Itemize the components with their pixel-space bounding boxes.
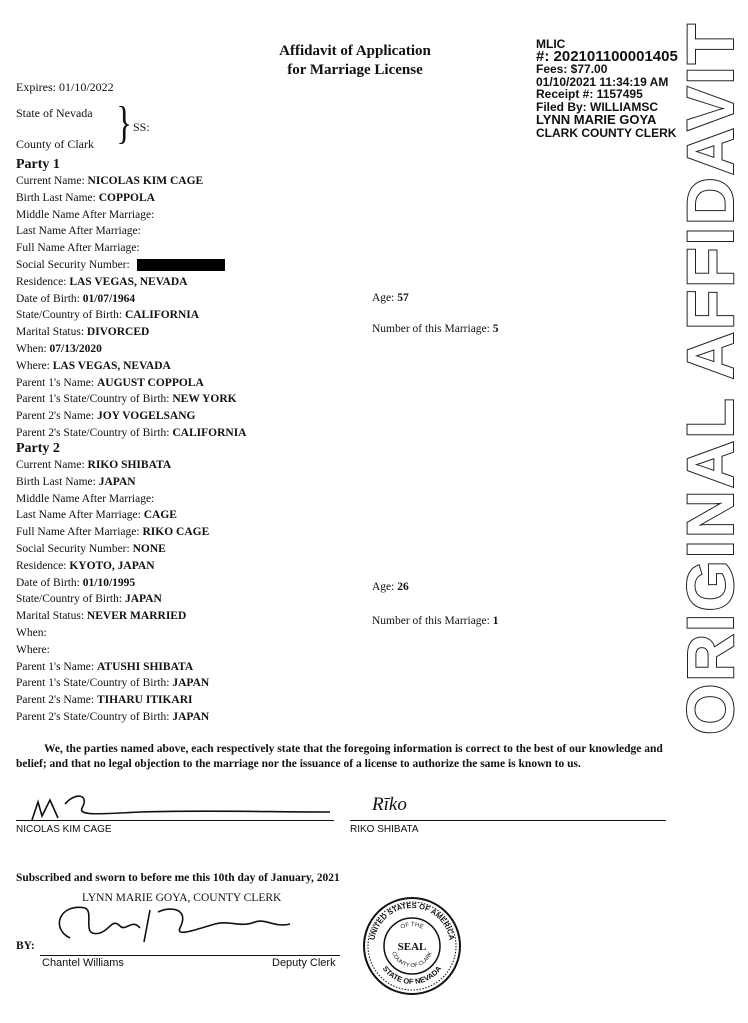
party2-field-row	[16, 659, 193, 676]
party2-field-value: RIKO SHIBATA	[87, 459, 172, 471]
party1-field-value: COPPOLA	[98, 191, 155, 204]
party1-signature-name: NICOLAS KIM CAGE	[16, 824, 112, 835]
party2-field-label: Where:	[16, 643, 50, 656]
party1-field-row	[16, 391, 237, 408]
party1-field-value: LAS VEGAS, NEVADA	[52, 359, 171, 372]
party2-field-label: Parent 1's State/Country of Birth:	[16, 677, 170, 690]
party2-field-row	[16, 692, 193, 709]
party2-field-label: State/Country of Birth:	[16, 593, 123, 606]
party2-field-value: KYOTO, JAPAN	[69, 559, 155, 572]
county-label: County of Clark	[16, 137, 94, 151]
party2-field-value: ATUSHI SHIBATA	[96, 660, 194, 673]
party2-field-value: JAPAN	[172, 677, 210, 690]
clark-county-seal	[362, 896, 462, 996]
party1-age-label: Age:	[372, 292, 395, 304]
party2-field-value: TIHARU ITIKARI	[96, 694, 193, 707]
party1-field-label: Full Name After Marriage:	[16, 242, 140, 255]
party1-age-value: 57	[397, 292, 409, 304]
party1-field-value: NEW YORK	[172, 393, 237, 406]
party1-field-row	[16, 173, 203, 190]
party2-marriage-value: 1	[492, 615, 499, 627]
party2-field-label: Last Name After Marriage:	[16, 509, 141, 522]
party1-field-label: Parent 1's State/Country of Birth:	[16, 393, 170, 406]
deputy-signature-line	[40, 955, 340, 956]
party1-field-row	[16, 257, 225, 274]
party2-field-row	[16, 474, 136, 491]
party1-marriage-number	[372, 323, 498, 335]
party1-field-value: NICOLAS KIM CAGE	[87, 175, 204, 187]
party1-field-label: Parent 2's State/Country of Birth:	[16, 427, 170, 439]
party2-field-row	[16, 625, 47, 642]
brace-symbol: }	[116, 97, 132, 148]
party2-field-row	[16, 507, 177, 524]
party2-field-row	[16, 642, 50, 659]
party1-field-row	[16, 207, 154, 224]
party1-field-value: 01/07/1964	[82, 292, 136, 305]
party2-field-value: JAPAN	[172, 711, 210, 723]
party2-marriage-label: Number of this Marriage:	[372, 615, 490, 627]
party1-field-label: Social Security Number:	[16, 259, 130, 271]
document-title	[250, 42, 460, 80]
party1-field-row	[16, 358, 171, 375]
party1-field-value: 07/13/2020	[49, 343, 102, 355]
party2-field-label: Parent 2's State/Country of Birth:	[16, 711, 170, 723]
party2-age-label: Age:	[372, 581, 395, 593]
party1-field-label: Birth Last Name:	[16, 191, 96, 204]
party1-field-row	[16, 240, 140, 257]
party1-heading: Party 1	[16, 157, 60, 172]
seal-inner-bottom: COUNTY OF CLARK	[390, 950, 434, 970]
party2-field-row	[16, 491, 154, 508]
party1-field-value: CALIFORNIA	[124, 309, 200, 322]
party2-field-value: RIKO CAGE	[142, 526, 210, 539]
stamp-filed-by: Filed By: WILLIAMSC	[536, 99, 658, 114]
stamp-number: #: 202101100001405	[536, 47, 678, 65]
party1-field-row	[16, 408, 195, 425]
ss-label: SS:	[133, 120, 150, 134]
party1-field-value: DIVORCED	[86, 326, 150, 339]
expires-date: Expires: 01/10/2022	[16, 80, 114, 94]
party2-field-row	[16, 541, 166, 558]
party2-field-value: NONE	[132, 543, 166, 555]
party2-marriage-number	[372, 615, 498, 627]
party1-field-value: AUGUST COPPOLA	[96, 376, 204, 389]
party1-field-label: Where:	[16, 359, 50, 372]
party1-field-label: Current Name:	[16, 175, 85, 187]
party2-field-label: Social Security Number:	[16, 543, 130, 555]
party1-field-row	[16, 223, 141, 240]
party1-field-row	[16, 324, 149, 341]
party2-field-row	[16, 575, 135, 592]
party2-field-label: Birth Last Name:	[16, 475, 96, 488]
original-affidavit-stamp: ORIGINAL AFFIDAVIT	[673, 21, 747, 735]
county-clerk-name: LYNN MARIE GOYA, COUNTY CLERK	[82, 892, 282, 904]
party2-field-label: When:	[16, 627, 47, 639]
party1-field-label: Residence:	[16, 275, 67, 288]
stamp-receipt: Receipt #: 1157495	[536, 87, 643, 101]
party1-field-row	[16, 425, 246, 442]
party2-field-value: JAPAN	[98, 475, 136, 488]
party1-field-label: Last Name After Marriage:	[16, 225, 141, 238]
party2-field-row	[16, 457, 171, 474]
party1-field-label: State/Country of Birth:	[16, 309, 123, 322]
party1-field-row	[16, 291, 135, 308]
party1-field-value: LAS VEGAS, NEVADA	[69, 275, 188, 288]
seal-center: SEAL	[397, 941, 427, 953]
by-label: BY:	[16, 940, 35, 952]
filing-stamp	[536, 38, 678, 139]
party1-field-row	[16, 375, 204, 392]
party1-age	[372, 292, 409, 304]
party2-field-label: Parent 1's Name:	[16, 660, 95, 673]
stamp-clerk-name: LYNN MARIE GOYA	[536, 112, 657, 127]
party1-field-value: CALIFORNIA	[172, 427, 247, 439]
party2-field-row	[16, 591, 162, 608]
party2-field-value: JAPAN	[124, 593, 162, 606]
seal-outer-top: UNITED STATES OF AMERICA	[367, 900, 457, 941]
party2-field-row	[16, 675, 209, 692]
party2-age	[372, 581, 409, 593]
deputy-title: Deputy Clerk	[272, 957, 336, 969]
party1-field-row	[16, 274, 187, 291]
party2-field-label: Residence:	[16, 559, 67, 572]
party2-signature-line	[350, 820, 666, 821]
ssn-redaction-bar	[137, 259, 225, 271]
party1-field-label: Middle Name After Marriage:	[16, 208, 155, 221]
party1-field-row	[16, 190, 155, 207]
party1-signature-line	[16, 820, 334, 821]
party2-signature: Rīko	[372, 794, 407, 815]
title-line-2: for Marriage License	[287, 62, 423, 78]
party2-field-label: Full Name After Marriage:	[16, 526, 140, 539]
party2-field-value: CAGE	[143, 509, 177, 522]
party2-field-label: Middle Name After Marriage:	[16, 492, 155, 505]
party1-field-row	[16, 341, 102, 358]
stamp-datetime: 01/10/2021 11:34:19 AM	[536, 74, 669, 89]
party2-field-value: NEVER MARRIED	[86, 610, 187, 623]
party1-field-row	[16, 307, 199, 324]
party2-heading: Party 2	[16, 441, 60, 456]
party2-signature-name: RIKO SHIBATA	[350, 824, 419, 835]
sworn-statement: Subscribed and sworn to before me this 10th day of January, 2021	[16, 872, 340, 884]
deputy-name: Chantel Williams	[42, 957, 124, 969]
deputy-signature	[40, 898, 310, 962]
party2-field-row	[16, 709, 209, 726]
party2-field-row	[16, 558, 155, 575]
stamp-mlic: MLIC	[536, 37, 566, 51]
state-label: State of Nevada	[16, 106, 93, 120]
stamp-clerk-title: CLARK COUNTY CLERK	[536, 125, 677, 140]
party2-field-value: 01/10/1995	[82, 576, 136, 589]
party2-field-row	[16, 608, 186, 625]
seal-inner-top: OF THE	[399, 921, 425, 931]
party1-marriage-value: 5	[492, 323, 499, 335]
party1-marriage-label: Number of this Marriage:	[372, 323, 490, 335]
seal-outer-bottom: STATE OF NEVADA	[380, 964, 444, 987]
party2-age-value: 26	[397, 581, 409, 593]
party2-field-label: Current Name:	[16, 459, 85, 471]
party1-field-label: Marital Status:	[16, 326, 85, 339]
statement-paragraph: We, the parties named above, each respectively state that the foregoing information is correct to the best of our knowledge and belief; and that no legal objection to the marriage nor the issuance of a license to authorize the same is known to us.	[16, 743, 663, 770]
party1-field-label: When:	[16, 343, 47, 355]
party1-field-value: JOY VOGELSANG	[96, 410, 196, 423]
party1-field-label: Date of Birth:	[16, 292, 80, 305]
party1-field-label: Parent 2's Name:	[16, 410, 95, 423]
party2-field-row	[16, 524, 209, 541]
title-line-1: Affidavit of Application	[279, 43, 431, 59]
party2-field-label: Parent 2's Name:	[16, 694, 95, 707]
stamp-fees: Fees: $77.00	[536, 62, 608, 76]
party1-field-label: Parent 1's Name:	[16, 376, 95, 389]
party2-field-label: Date of Birth:	[16, 576, 80, 589]
party2-field-label: Marital Status:	[16, 610, 85, 623]
